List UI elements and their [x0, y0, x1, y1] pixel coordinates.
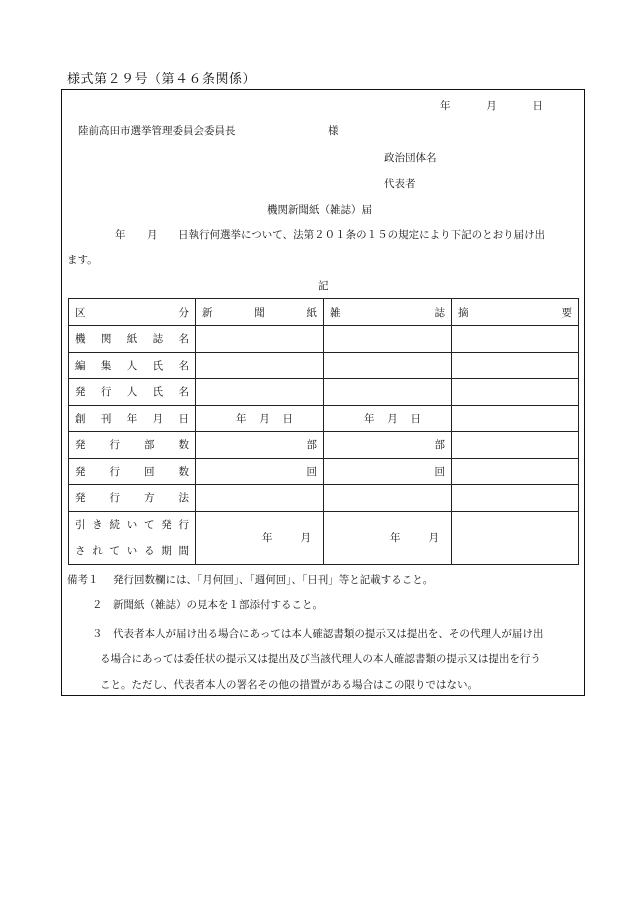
addressee: 陸前高田市選挙管理委員会委員長	[78, 125, 236, 137]
table-row	[69, 352, 579, 379]
note-3-line1: 代表者本人が届け出る場合にあっては本人確認書類の提示又は提出を、その代理人が届け出	[113, 628, 544, 640]
newspaper-cell[interactable]	[196, 326, 324, 353]
newspaper-date-cell[interactable]: 年 月 日	[196, 405, 324, 432]
table-header-row	[69, 299, 579, 326]
magazine-cell[interactable]	[324, 352, 452, 379]
rep-label: 代表者	[384, 178, 416, 190]
remarks-cell[interactable]	[452, 458, 579, 485]
table-row	[69, 485, 579, 512]
row-label-publisher-name: 発 行 人 氏 名	[69, 379, 196, 406]
newspaper-cell[interactable]	[196, 485, 324, 512]
org-label: 政治団体名	[384, 152, 437, 164]
note-1: 発行回数欄には、「月何回」、「週何回」、「日刊」等と記載すること。	[113, 574, 434, 586]
header-category: 区 分	[69, 299, 196, 326]
newspaper-cell[interactable]	[196, 352, 324, 379]
doc-title: 機関新聞紙（雑誌）届	[267, 204, 372, 216]
note-2: 新聞紙（雑誌）の見本を１部添付すること。	[113, 599, 323, 611]
date-month: 月	[486, 100, 497, 112]
remarks-cell[interactable]	[452, 432, 579, 459]
magazine-period-cell[interactable]: 年 月	[324, 511, 452, 564]
row-label-continuous-period: 引 き 続 い て 発 行 さ れ て い る 期 間	[69, 511, 196, 564]
note-3-line2: る場合にあっては委任状の提示又は提出及び当該代理人の本人確認書類の提示又は提出を行う	[100, 653, 541, 665]
magazine-cell[interactable]	[324, 326, 452, 353]
form-id: 様式第２９号（第４６条関係）	[67, 72, 257, 87]
row-label-publication-name: 機 関 紙 誌 名	[69, 326, 196, 353]
notes-head: 備考１	[67, 574, 99, 586]
remarks-cell[interactable]	[452, 352, 579, 379]
row-label-circulation: 発 行 部 数	[69, 432, 196, 459]
row-label-first-issue-date: 創 刊 年 月 日	[69, 405, 196, 432]
table-row	[69, 326, 579, 353]
newspaper-frequency-cell[interactable]: 回	[196, 458, 324, 485]
intro-rest: 日執行何選挙について、法第２０１条の１５の規定により下記のとおり届け出	[178, 229, 546, 241]
intro-year: 年	[115, 229, 126, 241]
row-label-method: 発 行 方 法	[69, 485, 196, 512]
table-row	[69, 405, 579, 432]
remarks-cell[interactable]	[452, 485, 579, 512]
table-row	[69, 511, 579, 564]
remarks-cell[interactable]	[452, 379, 579, 406]
table-row	[69, 379, 579, 406]
note-3-line3: こと。ただし、代表者本人の署名その他の措置がある場合はこの限りではない。	[100, 679, 478, 691]
header-newspaper: 新 聞 紙	[196, 299, 324, 326]
magazine-copies-cell[interactable]: 部	[324, 432, 452, 459]
newspaper-copies-cell[interactable]: 部	[196, 432, 324, 459]
table-row	[69, 458, 579, 485]
date-year: 年	[440, 100, 451, 112]
row-label-frequency: 発 行 回 数	[69, 458, 196, 485]
intro-line2: ます。	[67, 254, 98, 266]
magazine-cell[interactable]	[324, 379, 452, 406]
newspaper-cell[interactable]	[196, 379, 324, 406]
date-line	[440, 98, 543, 113]
ki-label: 記	[318, 280, 329, 292]
table-row	[69, 432, 579, 459]
header-magazine: 雑 誌	[324, 299, 452, 326]
row-label-editor-name: 編 集 人 氏 名	[69, 352, 196, 379]
magazine-frequency-cell[interactable]: 回	[324, 458, 452, 485]
note-3-number: ３	[92, 628, 103, 640]
header-remarks: 摘 要	[452, 299, 579, 326]
magazine-date-cell[interactable]: 年 月 日	[324, 405, 452, 432]
remarks-cell[interactable]	[452, 405, 579, 432]
remarks-cell[interactable]	[452, 326, 579, 353]
form-table	[68, 298, 579, 565]
remarks-cell[interactable]	[452, 511, 579, 564]
date-day: 日	[532, 100, 543, 112]
honorific: 様	[328, 125, 339, 137]
magazine-cell[interactable]	[324, 485, 452, 512]
newspaper-period-cell[interactable]: 年 月	[196, 511, 324, 564]
note-2-number: ２	[92, 599, 103, 611]
intro-month: 月	[147, 229, 158, 241]
